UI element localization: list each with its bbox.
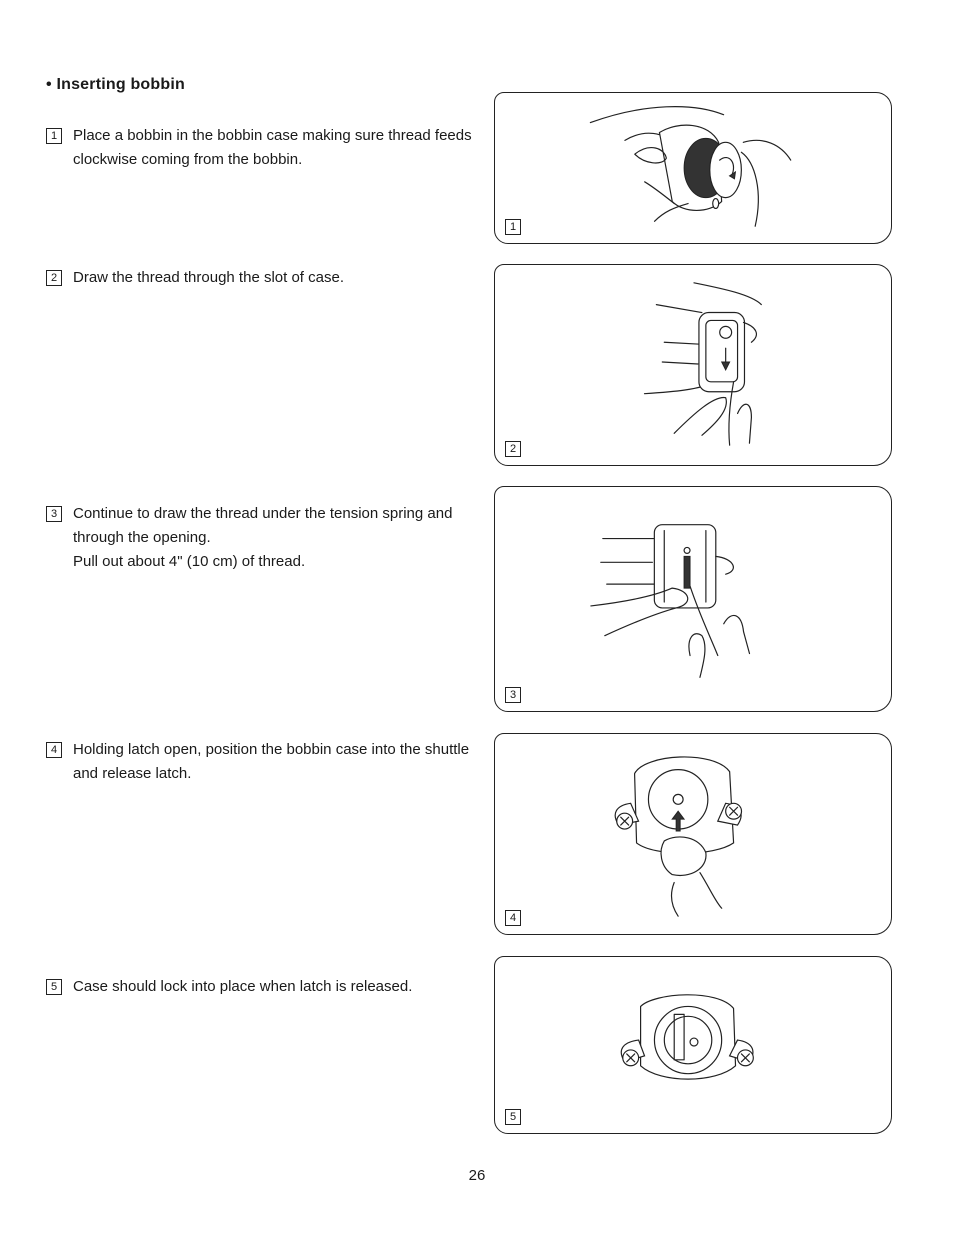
- thread-under-spring-illustration: [495, 487, 891, 711]
- step-4: [46, 738, 478, 786]
- case-into-shuttle-illustration: [495, 734, 891, 934]
- figure-panel-3: [494, 486, 892, 712]
- figure-panel-1: [494, 92, 892, 244]
- figure-label-5: 5: [505, 1109, 521, 1125]
- step-text-5: Case should lock into place when latch is released.: [73, 978, 413, 995]
- figure-panel-5: [494, 956, 892, 1134]
- figure-label-4: 4: [505, 910, 521, 926]
- step-2: [46, 266, 478, 290]
- step-number-5: 5: [46, 979, 62, 995]
- figure-label-1: 1: [505, 219, 521, 235]
- step-number-2: 2: [46, 270, 62, 286]
- case-locked-illustration: [495, 957, 891, 1133]
- figure-label-3: 3: [505, 687, 521, 703]
- thread-through-slot-illustration: [495, 265, 891, 465]
- step-text-3: Continue to draw the thread under the tension spring and through the opening.: [73, 505, 453, 546]
- step-number-1: 1: [46, 128, 62, 144]
- step-text-1: Place a bobbin in the bobbin case making sure thread feeds clockwise coming from the bobbin.: [73, 127, 472, 168]
- step-5: [46, 975, 478, 999]
- step-1: [46, 124, 478, 172]
- bobbin-into-case-illustration: [495, 93, 891, 243]
- page-number: 26: [468, 1167, 486, 1184]
- figure-panel-2: [494, 264, 892, 466]
- figure-label-2: 2: [505, 441, 521, 457]
- step-text-2: Draw the thread through the slot of case.: [73, 269, 344, 286]
- step-number-4: 4: [46, 742, 62, 758]
- figure-panel-4: [494, 733, 892, 935]
- step-text-4: Holding latch open, position the bobbin case into the shuttle and release latch.: [73, 741, 470, 782]
- step-3: [46, 502, 478, 574]
- section-title: • Inserting bobbin: [46, 76, 185, 93]
- step-text-3b: Pull out about 4" (10 cm) of thread.: [73, 553, 306, 570]
- step-number-3: 3: [46, 506, 62, 522]
